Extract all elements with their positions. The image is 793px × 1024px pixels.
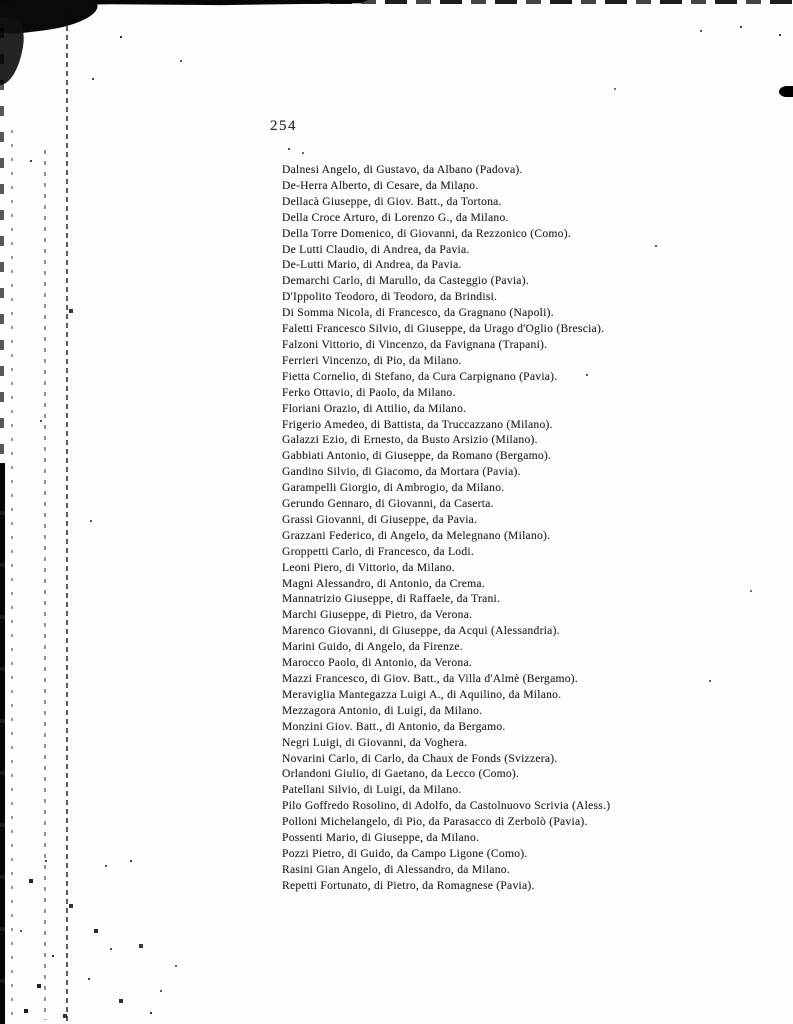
list-item: Negri Luigi, di Giovanni, da Voghera. <box>282 735 468 749</box>
list-item: Ferko Ottavio, di Paolo, da Milano. <box>282 385 456 399</box>
list-item: Gandino Silvio, di Giacomo, da Mortara (Pavia). <box>282 465 521 479</box>
list-item: Falzoni Vittorio, di Vincenzo, da Favignana (Trapani). <box>282 337 548 351</box>
list-item: Mannatrizio Giuseppe, di Raffaele, da Trani. <box>282 592 501 606</box>
list-item: Grazzani Federico, di Angelo, da Melegnano (Milano). <box>282 528 551 542</box>
scan-artifact-top-edge <box>0 0 793 4</box>
list-item: Fietta Cornelio, di Stefano, da Cura Carpignano (Pavia). <box>282 369 558 383</box>
scan-artifact-corner-blot <box>0 0 100 36</box>
list-item: Dellacà Giuseppe, di Giov. Batt., da Tortona. <box>282 194 502 208</box>
list-item: Repetti Fortunato, di Pietro, da Romagnese (Pavia). <box>282 878 535 892</box>
list-item: Grassi Giovanni, di Giuseppe, da Pavia. <box>282 512 478 526</box>
list-item: De Lutti Claudio, di Andrea, da Pavia. <box>282 242 470 256</box>
list-item: Pozzi Pietro, di Guido, da Campo Ligone (Como). <box>282 846 528 860</box>
list-item: Galazzi Ezio, di Ernesto, da Busto Arsizio (Milano). <box>282 433 538 447</box>
list-item: Mazzi Francesco, di Giov. Batt., da Villa d'Almè (Bergamo). <box>282 672 579 685</box>
list-item: Patellani Silvio, di Luigi, da Milano. <box>282 783 462 797</box>
list-item: Orlandoni Giulio, di Gaetano, da Lecco (Como). <box>282 767 520 781</box>
scan-artifact-gutter-line-2 <box>44 150 46 1020</box>
scan-artifact-gutter-line-1 <box>11 130 13 1020</box>
list-item: Dalnesi Angelo, di Gustavo, da Albano (Padova). <box>282 163 523 176</box>
list-item: Marini Guido, di Angelo, da Firenze. <box>282 640 463 654</box>
list-item: Pilo Goffredo Rosolino, di Adolfo, da Castolnuovo Scrivia (Aless.) <box>282 799 611 813</box>
list-item: Della Torre Domenico, di Giovanni, da Rezzonico (Como). <box>282 226 571 240</box>
list-item: Ferrieri Vincenzo, di Pio, da Milano. <box>282 353 462 367</box>
list-item: Gabbiati Antonio, di Giuseppe, da Romano (Bergamo). <box>282 449 552 463</box>
scan-artifact-right-edge-mark <box>779 86 793 97</box>
list-item: Marchi Giuseppe, di Pietro, da Verona. <box>282 608 473 622</box>
page-number: 254 <box>270 118 297 134</box>
scan-artifact-speckles-bottom <box>0 0 2 2</box>
list-item: Magni Alessandro, di Antonio, da Crema. <box>282 576 485 590</box>
list-item: Rasini Gian Angelo, di Alessandro, da Milano. <box>282 862 510 876</box>
list-item: Novarini Carlo, di Carlo, da Chaux de Fonds (Svizzera). <box>282 751 558 765</box>
scan-artifact-top-edge-solid <box>0 0 368 6</box>
list-item: Frigerio Amedeo, di Battista, da Truccazzano (Milano). <box>282 417 553 431</box>
name-roster <box>282 162 610 894</box>
list-item: Di Somma Nicola, di Francesco, da Gragnano (Napoli). <box>282 306 554 320</box>
list-item: D'Ippolito Teodoro, di Teodoro, da Brindisi. <box>282 290 498 304</box>
list-item: Monzini Giov. Batt., di Antonio, da Bergamo. <box>282 719 506 733</box>
list-item: Marenco Giovanni, di Giuseppe, da Acqui (Alessandria). <box>282 624 560 638</box>
scan-artifact-gutter-line-3 <box>66 8 68 1024</box>
list-item: Della Croce Arturo, di Lorenzo G., da Milano. <box>282 210 509 224</box>
scan-artifact-speckles-scatter <box>0 0 2 2</box>
list-item: Leoni Piero, di Vittorio, da Milano. <box>282 560 455 574</box>
list-item: Marocco Paolo, di Antonio, da Verona. <box>282 656 472 670</box>
list-item: Polloni Michelangelo, di Pio, da Parasacco di Zerbolò (Pavia). <box>282 815 588 829</box>
list-item: Meraviglia Mantegazza Luigi A., di Aquilino, da Milano. <box>282 687 562 701</box>
list-item: De-Lutti Mario, di Andrea, da Pavia. <box>282 258 462 272</box>
list-item: De-Herra Alberto, di Cesare, da Milano. <box>282 178 479 192</box>
list-item: Floriani Orazio, di Attilio, da Milano. <box>282 401 467 415</box>
scan-artifact-left-edge-bar <box>0 463 5 1024</box>
list-item: Garampelli Giorgio, di Ambrogio, da Milano. <box>282 481 505 495</box>
scan-artifact-corner-blot-secondary <box>0 16 27 88</box>
list-item: Faletti Francesco Silvio, di Giuseppe, da Urago d'Oglio (Brescia). <box>282 322 605 336</box>
scan-artifact-left-edge-dashed <box>0 28 4 463</box>
list-item: Gerundo Gennaro, di Giovanni, da Caserta. <box>282 497 494 511</box>
list-item: Mezzagora Antonio, di Luigi, da Milano. <box>282 703 483 717</box>
list-item: Demarchi Carlo, di Marullo, da Casteggio (Pavia). <box>282 274 529 288</box>
list-item: Possenti Mario, di Giuseppe, da Milano. <box>282 831 480 845</box>
list-item: Groppetti Carlo, di Francesco, da Lodi. <box>282 544 474 558</box>
